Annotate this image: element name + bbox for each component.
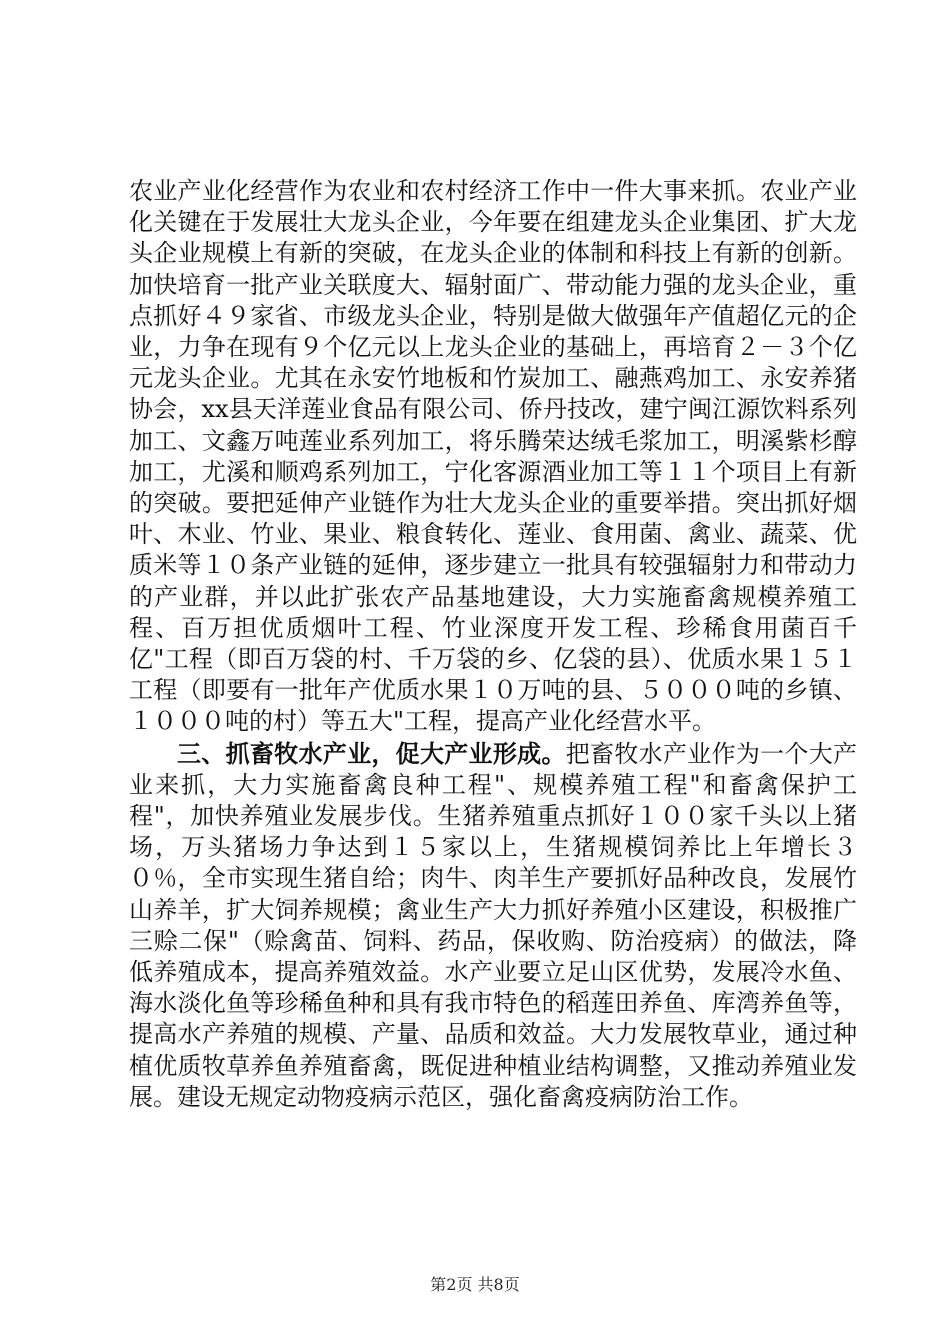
section-3-body: 把畜牧水产业作为一个大产业来抓，大力实施畜禽良种工程"、规模养殖工程"和畜禽保护工程"，加快养殖业发展步伐。生猪养殖重点抓好１００家千头以上猪场，万头猪场力争达到１５家以上，生猪规模饲养比上年增长３０％，全市实现生猪自给；肉牛、肉羊生产要抓好品种改良，发展竹山养羊，扩大饲养规模；禽业生产大力抓好养殖小区建设，积极推广三赊二保"（赊禽苗、饲料、药品，保收购、防治疫病）的做法，降低养殖成本，提高养殖效益。水产业要立足山区优势，发展冷水鱼、海水淡化鱼等珍稀鱼种和具有我市特色的稻莲田养鱼、库湾养鱼等，提高水产养殖的规模、产量、品质和效益。大力发展牧草业，通过种植优质牧草养鱼养殖畜禽，既促进种植业结构调整，又推动养殖业发展。建设无规定动物疫病示范区，强化畜禽疫病防治工作。	[129, 739, 858, 1111]
paragraph-section-3	[129, 738, 857, 1113]
page-number-footer: 第2页 共8页	[430, 1275, 520, 1294]
paragraph-agri-industrialization: 农业产业化经营作为农业和农村经济工作中一件大事来抓。农业产业化关键在于发展壮大龙头企业，今年要在组建龙头企业集团、扩大龙头企业规模上有新的突破，在龙头企业的体制和科技上有新的创新。加快培育一批产业关联度大、辐射面广、带动能力强的龙头企业，重点抓好４９家省、市级龙头企业，特别是做大做强年产值超亿元的企业，力争在现有９个亿元以上龙头企业的基础上，再培育２－３个亿元龙头企业。尤其在永安竹地板和竹炭加工、融燕鸡加工、永安养猪协会，xx县天洋莲业食品有限公司、侨丹技改，建宁闽江源饮料系列加工、文鑫万吨莲业系列加工，将乐腾荣达绒毛浆加工，明溪紫杉醇加工，尤溪和顺鸡系列加工，宁化客源酒业加工等１１个项目上有新的突破。要把延伸产业链作为壮大龙头企业的重要举措。突出抓好烟叶、木业、竹业、果业、粮食转化、莲业、食用菌、禽业、蔬菜、优质米等１０条产业链的延伸，逐步建立一批具有较强辐射力和带动力的产业群，并以此扩张农产品基地建设，大力实施畜禽规模养殖工程、百万担优质烟叶工程、竹业深度开发工程、珍稀食用菌百千亿"工程（即百万袋的村、千万袋的乡、亿袋的县）、优质水果１５１工程（即要有一批年产优质水果１０万吨的县、５０００吨的乡镇、１０００吨的村）等五大"工程，提高产业化经营水平。	[129, 177, 857, 736]
document-body	[129, 176, 857, 1113]
section-3-heading: 三、抓畜牧水产业，促大产业形成。	[177, 738, 566, 768]
